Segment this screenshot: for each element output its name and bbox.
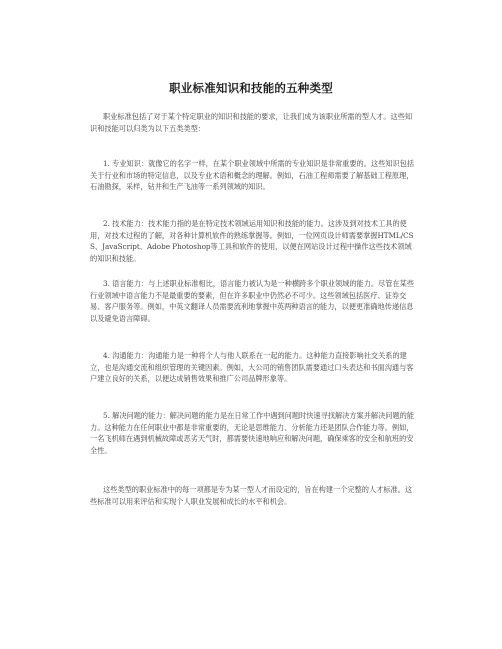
paragraph-language-ability: 3. 语言能力：与上述职业标准相比，语言能力被认为是一种横跨多个职业领域的能力。尽管在某些行业领域中语言能力不是最重要的要素，但在许多职业中仍然必不可少。这些领域包括医疗、证券交易、客户服务等。例如，中英文翻译人员需要流利地掌握中英两种语言的能力，以便更准确地传递信息以及避免语言障碍。 (90, 279, 415, 323)
paragraph-technical-ability: 2. 技术能力：技术能力指的是在特定技术领域运用知识和技能的能力。这涉及到对技术工具的使用，对技术过程的了解，对各种计算机软件的熟练掌握等。例如，一位网页设计师需要掌握HTML/CSS、JavaScript、Adobe Photoshop等工具和软件的使用，以便在网站设计过程中操作这些技术领域的知识和技能。 (90, 219, 414, 263)
page-title: 职业标准知识和技能的五种类型 (169, 81, 333, 95)
intro-paragraph: 职业标准包括了对于某个特定职业的知识和技能的要求，让我们成为该职业所需的型人才。这些知识和技能可以归类为以下五类类型： (90, 112, 413, 133)
paragraph-communication-ability: 4. 沟通能力：沟通能力是一种将个人与他人联系在一起的能力。这种能力直接影响社交关系的建立，也是沟通交流和组织管理的关键因素。例如，大公司的销售团队需要通过口头表达和书面沟通与客户建立良好的关系，以便达成销售效果和推广公司品牌形象等。 (90, 351, 414, 384)
conclusion-paragraph: 这些类型的职业标准中的每一项都是专为某一型人才而设定的，旨在构建一个完整的人才标准。这些标准可以用来评估和实现个人职业发展和成长的水平和机会。 (90, 485, 413, 506)
paragraph-professional-knowledge: 1. 专业知识：就像它的名字一样，在某个职业领域中所需的专业知识是非常重要的。这些知识包括关于行业和市场的特定信息，以及专业术语和概念的理解。例如，石油工程师需要了解基础工程原理，石油勘探，采样，钻井和生产飞油等一系列领域的知识。 (90, 159, 415, 192)
paragraph-problem-solving: 5. 解决问题的能力：解决问题的能力是在日常工作中遇到问题时快速寻找解决方案并解决问题的能力。这种能力在任何职业中都是非常重要的，无论是思维能力、分析能力还是团队合作能力等。例如，一名飞机师在遇到机械故障或恶劣天气时，都需要快速地响应和解决问题，确保乘客的安全和航班的安全性。 (90, 411, 415, 455)
